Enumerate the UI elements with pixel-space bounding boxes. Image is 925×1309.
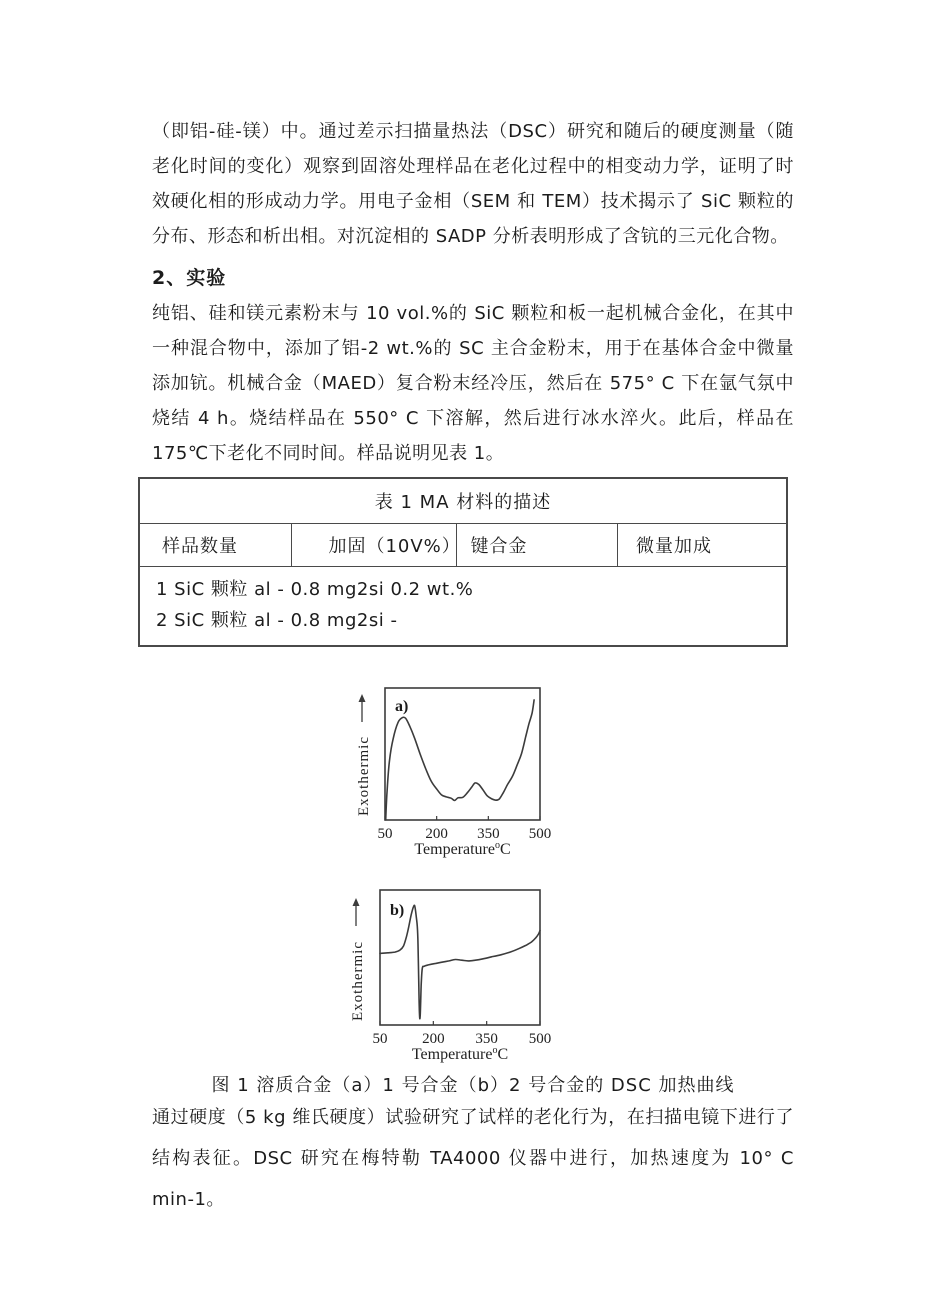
x-tick-label: 50	[377, 826, 393, 842]
table-row: 2 SiC 颗粒 al - 0.8 mg2si -	[156, 610, 398, 631]
x-tick-label: 500	[528, 1031, 552, 1047]
panel-label: a)	[395, 698, 409, 715]
y-axis-label: Exothermic	[356, 736, 372, 816]
header-cell-sample-number: 样品数量	[140, 524, 292, 566]
dsc-chart-b	[328, 882, 553, 1067]
x-tick-label: 350	[477, 826, 500, 842]
dsc-chart-a	[332, 680, 557, 860]
paragraph-intro: （即铝-硅-镁）中。通过差示扫描量热法（DSC）研究和随后的硬度测量（随老化时间的变化）观察到固溶处理样品在老化过程中的相变动力学，证明了时效硬化相的形成动力学。用电子金相（SEM 和 TEM）技术揭示了 SiC 颗粒的分布、形态和析出相。对沉淀相的 SADP 分析表明形成了含钪的三元化合物。	[152, 121, 794, 247]
figure-caption: 图 1 溶质合金（a）1 号合金（b）2 号合金的 DSC 加热曲线	[211, 1075, 735, 1096]
y-axis-label: Exothermic	[350, 941, 366, 1021]
table-title: 表 1 MA 材料的描述	[140, 479, 786, 524]
paragraph-experiment: 纯铝、硅和镁元素粉末与 10 vol.%的 SiC 颗粒和板一起机械合金化，在其中一种混合物中，添加了铝-2 wt.%的 SC 主合金粉末，用于在基体合金中微量添加钪。机械合金（MAED）复合粉末经冷压，然后在 575° C 下在氩气氛中烧结 4 h。烧结样品在 550° C 下溶解，然后进行冰水淬火。此后，样品在 175℃下老化不同时间。样品说明见表 1。	[152, 303, 794, 464]
header-cell-trace-addition: 微量加成	[636, 536, 713, 557]
materials-table	[138, 477, 788, 647]
exothermic-arrowhead	[353, 898, 360, 906]
x-tick-label: 200	[422, 1031, 445, 1047]
dsc-curve	[386, 700, 534, 820]
panel-label: b)	[390, 902, 405, 919]
x-tick-label: 200	[425, 826, 448, 842]
header-cell-reinforcement: 加固（10V%）	[292, 524, 456, 566]
x-axis-label: Temperature$^o$C	[414, 840, 511, 858]
x-axis-label: Temperature$^o$C	[411, 1045, 509, 1063]
x-tick-label: 350	[475, 1031, 498, 1047]
x-tick-label: 500	[528, 826, 552, 842]
paragraph-methods: 通过硬度（5 kg 维氏硬度）试验研究了试样的老化行为，在扫描电镜下进行了结构表征。DSC 研究在梅特勒 TA4000 仪器中进行，加热速度为 10° C min-1。	[152, 1107, 794, 1210]
header-cell-key-alloy: 键合金	[457, 524, 619, 566]
table-row: 1 SiC 颗粒 al - 0.8 mg2si 0.2 wt.%	[156, 579, 474, 600]
table-body	[140, 567, 786, 645]
exothermic-arrowhead	[359, 694, 366, 702]
x-tick-label: 50	[372, 1031, 388, 1047]
section-heading: 2、实验	[152, 267, 227, 289]
dsc-curve	[380, 905, 540, 1018]
table-header-row	[140, 524, 786, 567]
